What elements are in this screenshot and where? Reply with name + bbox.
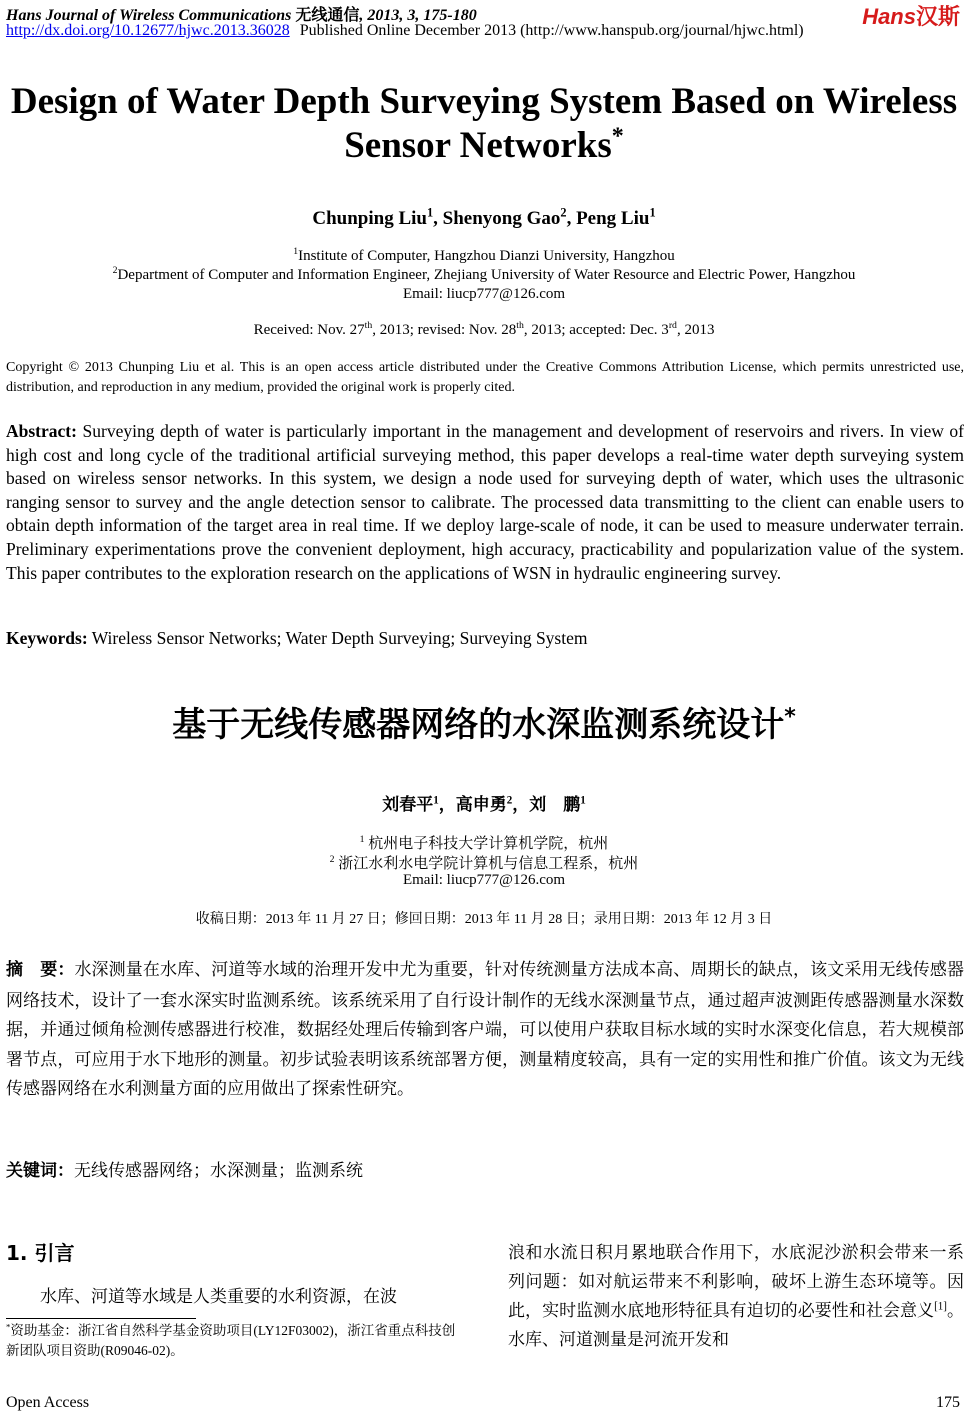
abstract-text: Surveying depth of water is particularly important in the management and development of reservoirs and rivers. In view of high cost and long cycle of the traditional artificial surveying method, this paper develops a real-time water depth surveying system based on wireless sensor networks. In this system, we design a node used for surveying depth of water, which uses the ultrasonic ranging sensor to survey and the angle detection sensor to calibrate. The processed data transmitting to the client can enable users to obtain depth information of the target area in real time. If we deploy large-scale of node, it can be used to measure underwater terrain. Preliminary experimentations prove the convenient deployment, high accuracy, practicability and popularization value of the system. This paper contributes to the exploration research on the applications of WSN in hydraulic engineering survey. xyxy=(6,421,965,583)
footnote-text: 资助基金：浙江省自然科学基金资助项目(LY12F03002)，浙江省重点科技创新团队项目资助(R09046-02)。 xyxy=(6,1323,456,1358)
journal-volume: , 2013, 3, 175-180 xyxy=(359,7,477,24)
author-list-en xyxy=(0,205,968,230)
author-affiliation-number: 2 xyxy=(560,205,567,220)
doi-line xyxy=(6,22,804,40)
section-heading: 1. 引言 xyxy=(6,1241,75,1265)
email-en: Email: liucp777@126.com xyxy=(402,286,566,302)
title-cn-mark: * xyxy=(784,703,796,730)
email-cn: Email: liucp777@126.com xyxy=(402,872,566,888)
affiliation-text: 浙江水利水电学院计算机与信息工程系，杭州 xyxy=(338,856,639,872)
keywords-cn xyxy=(6,1158,964,1184)
author-cn-name: 刘 鹏 xyxy=(529,795,581,814)
received-dates-en xyxy=(0,322,968,339)
publisher-logo xyxy=(862,0,960,31)
affiliation-text: 杭州电子科技大学计算机学院，杭州 xyxy=(368,836,609,852)
year-text: , 2013 xyxy=(676,322,715,338)
accepted-text: , 2013; accepted: Dec. 3 xyxy=(523,322,669,338)
received-dates-cn: 收稿日期：2013 年 11 月 27 日；修回日期：2013 年 11 月 28 日；录用日期：2013 年 12 月 3 日 xyxy=(195,912,773,927)
author-list-cn xyxy=(0,790,968,815)
author-separator: , xyxy=(433,208,443,229)
author-en-name: Shenyong Gao xyxy=(442,208,561,229)
author-en-name: Chunping Liu xyxy=(312,208,427,229)
body-text-right-a: 浪和水流日积月累地联合作用下，水底泥沙淤积会带来一系列问题：如对航运带来不利影响，破坏上游生态环境等。因此，实时监测水底地形特征具有迫切的必要性和社会意义 xyxy=(508,1243,964,1320)
funding-footnote xyxy=(6,1321,458,1361)
keywords-label: Keywords: xyxy=(6,628,88,648)
affiliation-text: Department of Computer and Information Engineer, Zhejiang University of Water Resource and Electric Power, Hangzhou xyxy=(117,267,856,283)
body-text-right-b: 。水库、河道测量是河流开发和 xyxy=(508,1301,965,1349)
ordinal-suffix: th xyxy=(364,320,373,331)
abstract-cn-label: 摘 要： xyxy=(6,960,75,980)
title-line-2: Sensor Networks xyxy=(344,125,612,166)
author-separator: ， xyxy=(512,795,530,814)
affiliation-2-en xyxy=(0,267,968,284)
page-number: 175 xyxy=(936,1394,960,1411)
title-footnote-mark: * xyxy=(611,123,624,150)
author-affiliation-number: 1 xyxy=(426,205,434,220)
affiliation-1-cn xyxy=(0,832,968,853)
author-affiliation-number: 1 xyxy=(580,794,586,807)
affiliation-number: 2 xyxy=(329,854,335,865)
open-access-label: Open Access xyxy=(6,1394,90,1411)
footnote-mark: * xyxy=(6,1321,11,1332)
citation-ref[interactable]: [1] xyxy=(934,1300,947,1313)
affiliation-text: Institute of Computer, Hangzhou Dianzi University, Hangzhou xyxy=(298,248,675,264)
author-affiliation-number: 1 xyxy=(649,205,656,220)
logo-text-cn: 汉斯 xyxy=(915,4,960,29)
logo-text-en: Hans xyxy=(862,4,916,29)
journal-name: Hans Journal of Wireless Communications xyxy=(6,7,292,24)
paper-title-cn xyxy=(0,697,968,746)
journal-name-cn: 无线通信 xyxy=(295,7,360,24)
abstract-cn-text: 水深测量在水库、河道等水域的治理开发中尤为重要，针对传统测量方法成本高、周期长的缺点，该文采用无线传感器网络技术，设计了一套水深实时监测系统。该系统采用了自行设计制作的无线水深测量节点，通过超声波测距传感器测量水深数据，并通过倾角检测传感器进行校准，数据经处理后传输到客户端，可以使用户获取目标水域的实时水深变化信息，若大规模部署节点，可应用于水下地形的测量。初步试验表明该系统部署方便，测量精度较高，具有一定的实用性和推广价值。该文为无线传感器网络在水利测量方面的应用做出了探索性研究。 xyxy=(6,960,964,1098)
title-line-1: Design of Water Depth Surveying System Based on Wireless xyxy=(10,81,958,122)
keywords-text: Wireless Sensor Networks; Water Depth Surveying; Surveying System xyxy=(91,628,588,648)
published-online: Published Online December 2013 (http://www.hanspub.org/journal/hjwc.html) xyxy=(299,22,804,39)
abstract-en xyxy=(6,420,964,585)
affiliation-number: 1 xyxy=(293,246,299,257)
copyright-notice: Copyright © 2013 Chunping Liu et al. This is an open access article distributed under the Creative Commons Attribution License, which permits unrestricted use, distribution, and reproduction in any medium, provided the original work is properly cited. xyxy=(6,360,964,395)
author-affiliation-number: 1 xyxy=(433,794,439,807)
keywords-cn-label: 关键词： xyxy=(6,1161,74,1181)
body-text-left: 水库、河道等水域是人类重要的水利资源，在波 xyxy=(40,1287,397,1306)
author-separator: ， xyxy=(438,795,456,814)
paper-title-en xyxy=(0,80,968,168)
received-text: Received: Nov. 27 xyxy=(253,322,365,338)
keywords-en xyxy=(6,627,964,650)
affiliation-number: 2 xyxy=(112,265,118,276)
author-en-name: Peng Liu xyxy=(576,208,650,229)
author-affiliation-number: 2 xyxy=(506,794,513,807)
abstract-label: Abstract: xyxy=(6,421,77,441)
ordinal-suffix: th xyxy=(516,320,524,331)
footnote-divider xyxy=(6,1318,196,1319)
body-text-right xyxy=(508,1238,964,1354)
doi-link[interactable]: http://dx.doi.org/10.12677/hjwc.2013.36028 xyxy=(6,22,290,39)
ordinal-suffix: rd xyxy=(668,320,677,331)
abstract-cn xyxy=(6,955,964,1104)
revised-text: , 2013; revised: Nov. 28 xyxy=(372,322,517,338)
author-cn-name: 刘春平 xyxy=(382,795,434,814)
author-cn-name: 高申勇 xyxy=(455,795,507,814)
affiliation-1-en xyxy=(0,248,968,265)
affiliation-number: 1 xyxy=(359,834,365,845)
author-separator: , xyxy=(566,208,577,229)
keywords-cn-text: 无线传感器网络；水深测量；监测系统 xyxy=(74,1161,363,1180)
title-cn-text: 基于无线传感器网络的水深监测系统设计 xyxy=(172,705,785,745)
affiliation-2-cn xyxy=(0,852,968,873)
